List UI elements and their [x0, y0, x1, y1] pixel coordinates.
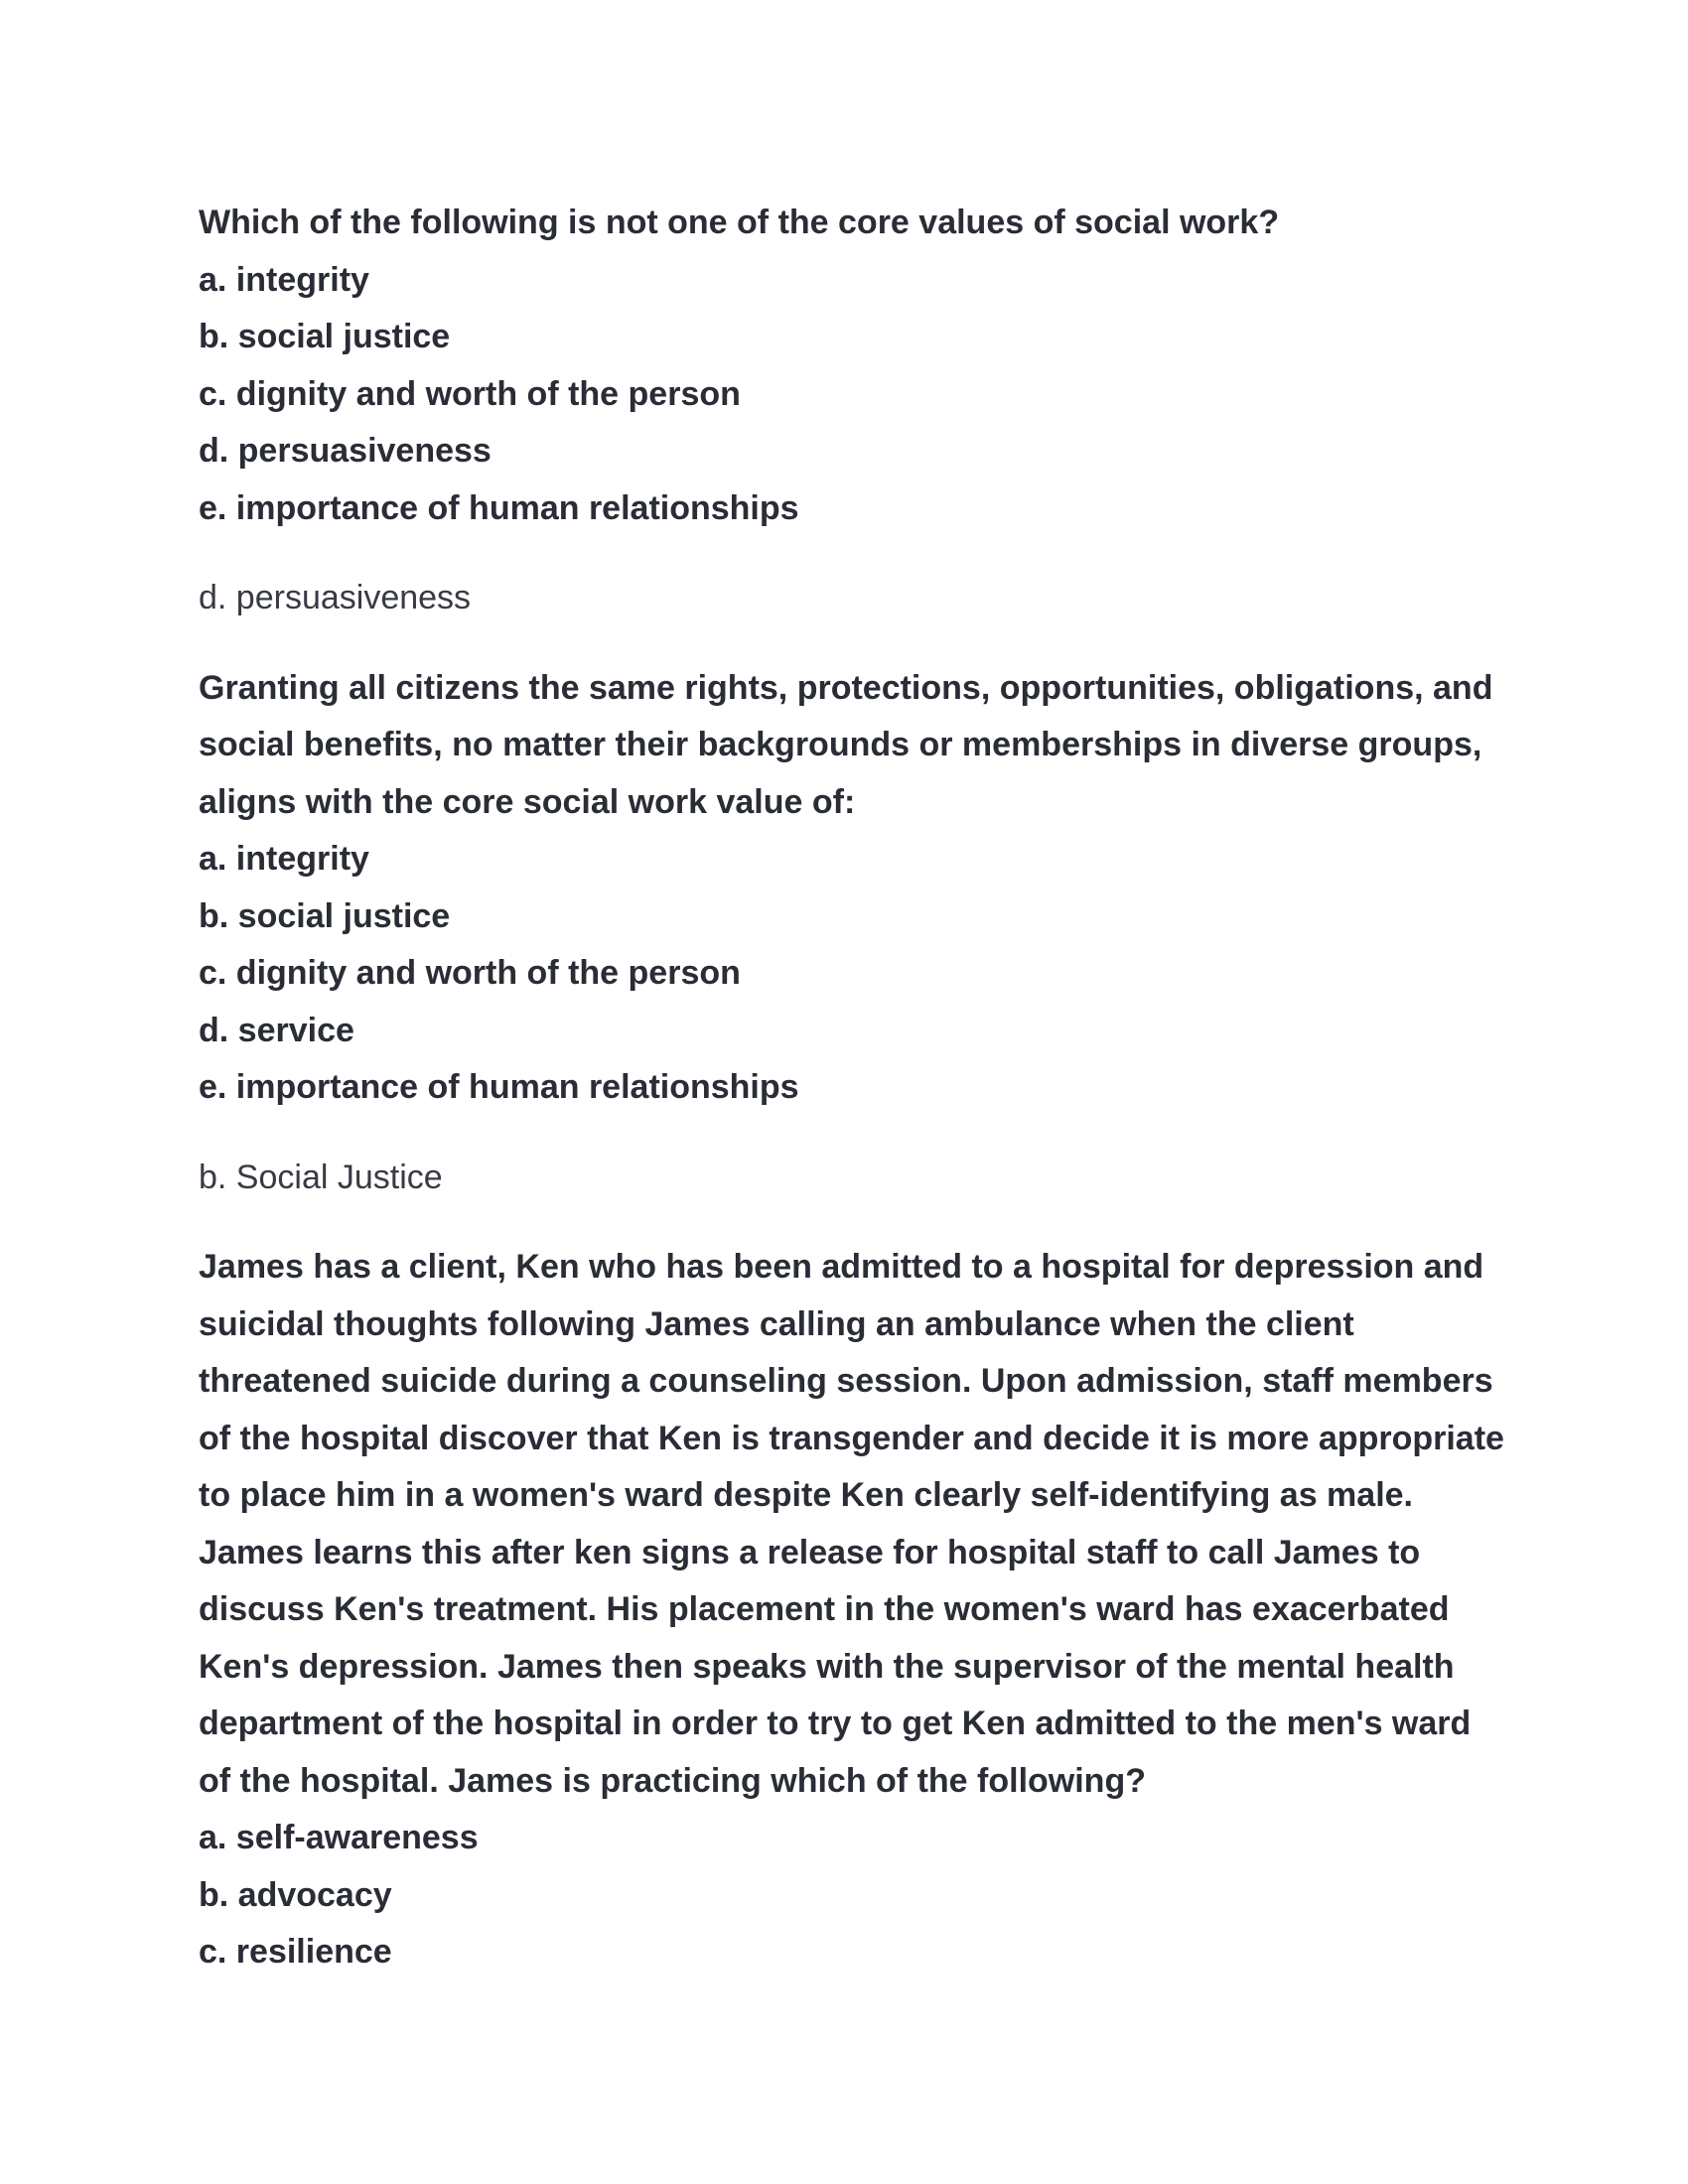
option-item: b. social justice: [199, 896, 451, 935]
option-list: [199, 1810, 1509, 1981]
document-page: [199, 195, 1509, 1981]
answer-text: d. persuasiveness: [199, 579, 472, 616]
question-block-2: [199, 660, 1509, 1207]
option-item: b. advocacy: [199, 1875, 392, 1914]
option-item: c. resilience: [199, 1933, 392, 1971]
question-prompt: Granting all citizens the same rights, protections, opportunities, obligations, and social benefits, no matter their backgrounds or memberships in diverse groups, aligns with the core social work value of:: [199, 668, 1493, 821]
question-block-3: [199, 1239, 1509, 1981]
question-block-1: [199, 195, 1509, 627]
option-list: [199, 252, 1509, 538]
option-item: a. integrity: [199, 840, 369, 878]
option-item: c. dignity and worth of the person: [199, 954, 741, 992]
question-prompt: Which of the following is not one of the core values of social work?: [199, 204, 1280, 241]
question-prompt: James has a client, Ken who has been admitted to a hospital for depression and suicidal thoughts following James calling an ambulance when the client threatened suicide during a counseling session. Upon admission, staff members of the hospital discover that Ken is transgender and decide it is more appropriate to place him in a women's ward despite Ken clearly self-identifying as male. James learns this after ken signs a release for hospital staff to call James to discuss Ken's treatment. His placement in the women's ward has exacerbated Ken's depression. James then speaks with the supervisor of the mental health department of the hospital in order to try to get Ken admitted to the men's ward of the hospital. James is practicing which of the following?: [199, 1248, 1504, 1800]
option-item: a. integrity: [199, 260, 369, 299]
option-item: e. importance of human relationships: [199, 488, 799, 527]
option-item: b. social justice: [199, 318, 451, 355]
option-item: a. self-awareness: [199, 1819, 479, 1856]
option-item: c. dignity and worth of the person: [199, 374, 741, 413]
option-item: e. importance of human relationships: [199, 1068, 799, 1106]
option-list: [199, 831, 1509, 1117]
option-item: d. service: [199, 1011, 354, 1049]
answer-text: b. Social Justice: [199, 1158, 443, 1196]
option-item: d. persuasiveness: [199, 432, 492, 470]
